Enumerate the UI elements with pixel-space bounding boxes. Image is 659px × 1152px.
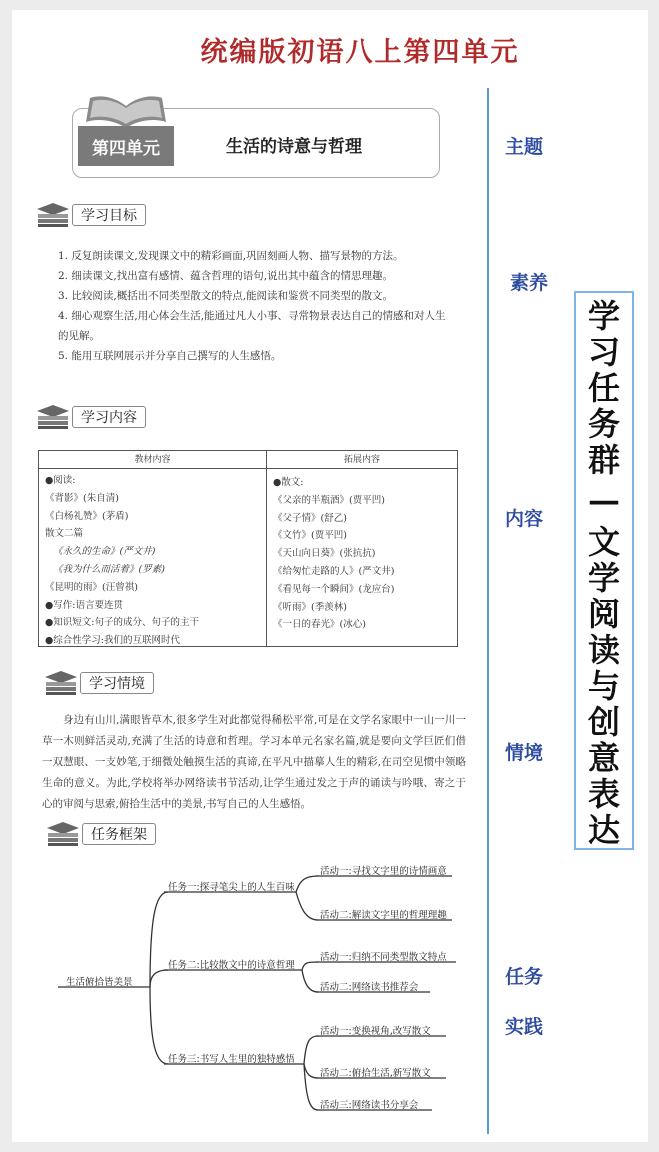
mindmap-activity: 活动二:俯拾生活,新写散文 <box>320 1068 431 1079</box>
mindmap-activity: 活动一:变换视角,改写散文 <box>320 1026 431 1037</box>
mindmap-activity: 活动一:归纳不同类型散文特点 <box>320 952 447 963</box>
list-item: ●散文: <box>273 477 304 488</box>
section-label: 任务框架 <box>82 823 156 845</box>
task-group-box <box>574 291 634 850</box>
graduation-cap-book-icon <box>46 821 80 847</box>
sidebar-label-practice-2: 实践 <box>505 1016 544 1038</box>
task-group-char: 学 <box>587 559 620 597</box>
goals-list <box>58 246 478 366</box>
goal-item: 1. 反复朗读课文,发现课文中的精彩画面,巩固刻画人物、描写景物的方法。 <box>58 250 404 262</box>
graduation-cap-book-icon <box>36 202 70 228</box>
task-group-char: 学 <box>587 297 620 335</box>
list-item: 《听雨》(季羡林) <box>273 601 347 613</box>
goal-item: 4. 细心观察生活,用心体会生活,能通过凡人小事、寻常物景表达自己的情感和对人生 <box>58 310 446 322</box>
table-column-textbook <box>39 451 266 646</box>
list-item: 《天山向日葵》(张抗抗) <box>273 548 376 560</box>
mindmap-task: 任务二:比较散文中的诗意哲理 <box>168 960 295 971</box>
task-group-char: 创 <box>587 703 620 741</box>
task-group-char: 达 <box>587 811 620 849</box>
divider-line <box>487 88 489 1134</box>
table-cell <box>39 469 266 653</box>
goal-item: 的见解。 <box>58 330 100 342</box>
list-item: 《昆明的雨》(汪曾祺) <box>45 581 138 593</box>
goal-item: 2. 细读课文,找出富有感情、蕴含哲理的语句,说出其中蕴含的情思理趣。 <box>58 270 394 282</box>
mindmap-activity: 活动二:网络读书推荐会 <box>320 982 419 993</box>
list-item: 《父亲的半瓶酒》(贾平凹) <box>273 494 385 506</box>
list-item: 《给匆忙走路的人》(严文井) <box>273 565 395 577</box>
list-item: 《背影》(朱自清) <box>45 492 119 504</box>
mindmap-root: 生活俯拾皆美景 <box>66 977 133 988</box>
sidebar-label-literacy: 素养 <box>510 272 549 294</box>
list-item: ●阅读: <box>45 475 76 486</box>
graduation-cap-book-icon <box>44 670 78 696</box>
list-item: 《永久的生命》(严文井) <box>53 546 156 558</box>
table-column-extension <box>267 451 457 646</box>
list-item: 散文二篇 <box>45 528 84 540</box>
list-item: 《文竹》(贾平凹) <box>273 530 347 542</box>
list-item: ●知识短文:句子的成分、句子的主干 <box>45 617 199 629</box>
list-item: ●写作:语言要连贯 <box>45 599 123 611</box>
sidebar-label-content: 内容 <box>505 508 544 530</box>
task-group-char: 任 <box>587 369 620 407</box>
task-group-char: 务 <box>587 405 620 443</box>
goal-item: 3. 比较阅读,概括出不同类型散文的特点,能阅读和鉴赏不同类型的散文。 <box>58 290 394 302</box>
list-item: 《一日的春光》(冰心) <box>273 619 366 631</box>
list-item: ●综合性学习:我们的互联网时代 <box>45 635 180 647</box>
task-group-char: 与 <box>587 667 620 705</box>
task-group-char: 群 <box>587 441 620 479</box>
table-header: 教材内容 <box>39 451 266 469</box>
goal-item: 5. 能用互联网展示并分享自己撰写的人生感悟。 <box>58 350 282 362</box>
task-group-char: — <box>588 481 620 519</box>
task-group-char: 习 <box>587 333 620 371</box>
section-label: 学习内容 <box>72 406 146 428</box>
section-label: 学习目标 <box>72 204 146 226</box>
task-group-char: 阅 <box>587 595 620 633</box>
sidebar-label-situation: 情境 <box>505 742 544 764</box>
task-group-char: 读 <box>587 631 620 669</box>
mindmap-activity: 活动一:寻找文字里的诗情画意 <box>320 866 447 877</box>
sidebar-label-theme: 主题 <box>505 136 544 158</box>
list-item: 《白杨礼赞》(茅盾) <box>45 510 129 522</box>
task-group-char: 文 <box>587 523 620 561</box>
sidebar-label-practice-1: 任务 <box>505 966 544 988</box>
mindmap-task: 任务一:探寻笔尖上的人生百味 <box>168 882 295 893</box>
graduation-cap-book-icon <box>36 404 70 430</box>
list-item: 《看见每一个瞬间》(龙应台) <box>273 583 395 595</box>
table-cell <box>267 469 457 637</box>
content-table <box>38 450 458 647</box>
unit-badge: 第四单元 <box>78 126 174 166</box>
mindmap-activity: 活动三:网络读书分享会 <box>320 1100 419 1111</box>
unit-theme: 生活的诗意与哲理 <box>226 137 362 157</box>
list-item: 《我为什么而活着》(罗素) <box>53 563 165 575</box>
section-label: 学习情境 <box>80 672 154 694</box>
list-item: 《父子情》(舒乙) <box>273 512 347 524</box>
page-title: 统编版初语八上第四单元 <box>200 37 520 68</box>
mindmap-task: 任务三:书写人生里的独特感悟 <box>168 1054 295 1065</box>
mindmap-activity: 活动二:解读文字里的哲理理趣 <box>320 910 447 921</box>
table-header: 拓展内容 <box>267 451 457 469</box>
situation-paragraph: 身边有山川,满眼皆草木,很多学生对此都觉得稀松平常,可是在文学名家眼中一山一川一草一木则鲜活灵动,充满了生活的诗意和哲理。学习本单元名家名篇,就是要向文学巨匠们借一双慧眼、一支妙笔,于细微处触摸生活的真谛,在平凡中描摹人生的精彩,在司空见惯中领略生命的意义。为此,学校将举办网络读书节活动,让学生通过发之于声的诵读与吟哦、寄之于心的审阅与思索,俯拾生活中的美景,书写自己的人生感悟。 <box>42 714 466 810</box>
task-group-char: 意 <box>587 739 620 777</box>
task-group-char: 表 <box>587 775 620 813</box>
